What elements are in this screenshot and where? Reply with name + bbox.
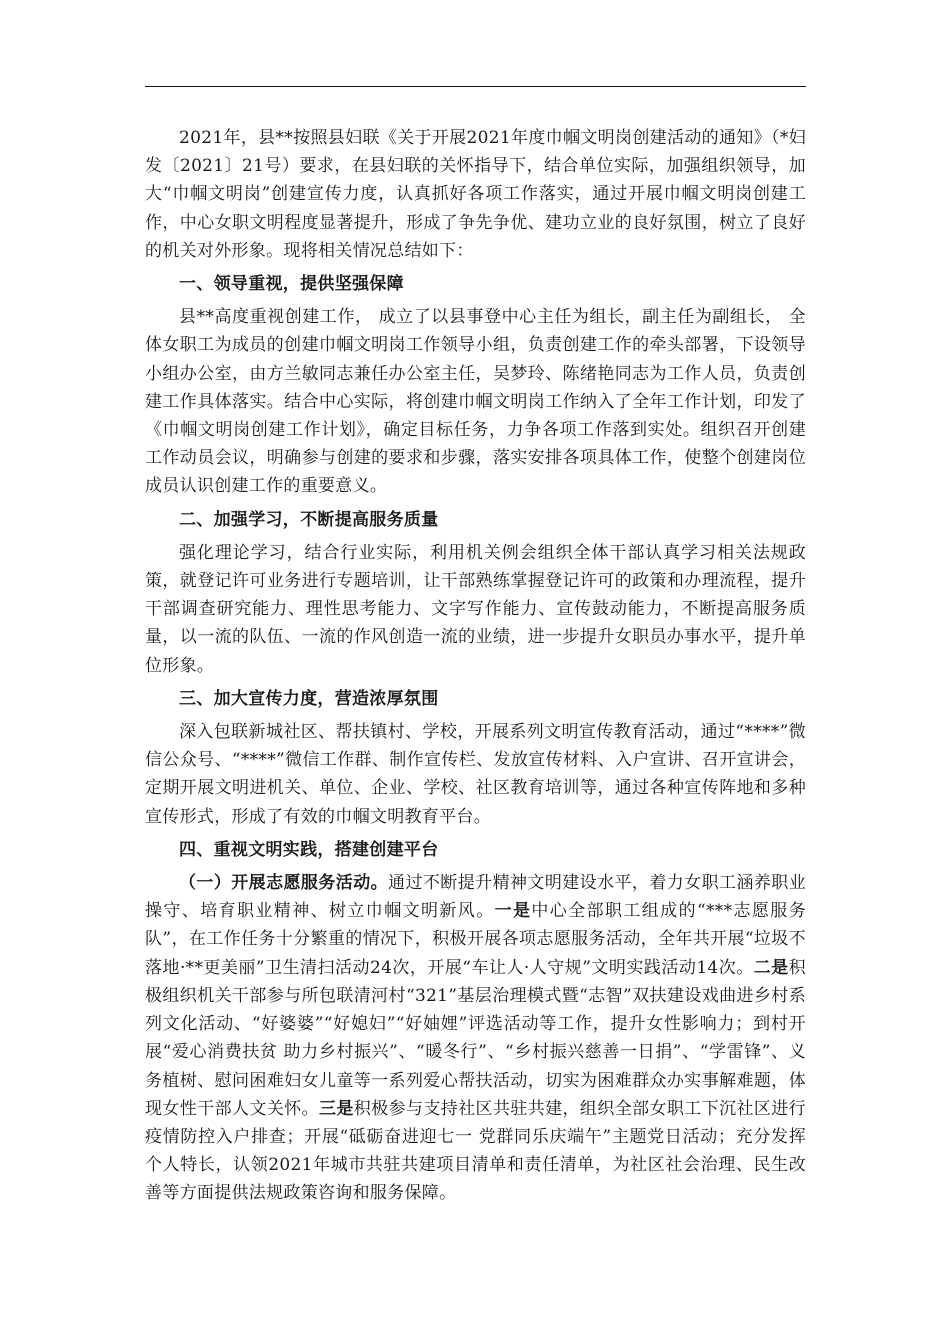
section-1-heading: 一、领导重视，提供坚强保障 <box>179 274 404 295</box>
section-4-paragraph <box>145 869 806 1207</box>
section-2-heading: 二、加强学习，不断提高服务质量 <box>179 509 439 530</box>
marker-second: 二是 <box>753 957 789 978</box>
subsection-1-title: （一）开展志愿服务活动。 <box>179 873 389 894</box>
marker-third: 三是 <box>318 1098 354 1119</box>
section-3-paragraph: 深入包联新城社区、帮扶镇村、学校，开展系列文明宣传教育活动，通过“****”微信公众号、“****”微信工作群、制作宣传栏、发放宣传材料、入户宣讲、召开宣讲会，定期开展文明进机关、单位、企业、学校、社区教育培训等，通过各种宣传阵地和多种宣传形式，形成了有效的巾帼文明教育平台。 <box>145 722 806 827</box>
section-4-heading: 四、重视文明实践，搭建创建平台 <box>179 839 439 860</box>
section-3-heading: 三、加大宣传力度，营造浓厚氛围 <box>179 688 439 709</box>
marker-first: 一是 <box>494 901 532 922</box>
subsection-1-text-b: 中心全部职工组成的“***志愿服务队”，在工作任务十分繁重的情况下，积极开展各项志愿服务活动，全年共开展“垃圾不落地·**更美丽”卫生清扫活动24次，开展“车让人·人守规”文明实践活动14次。 <box>145 901 806 978</box>
subsection-1-text-a: 通过不断提升精神文明建设水平，着力女职工涵养职业操守、培育职业精神、树立巾帼文明新风。 <box>145 873 806 922</box>
subsection-1-text-c: 积极组织机关干部参与所包联清河村“321”基层治理模式暨“志智”双扶建设戏曲进乡村系列文化活动、“好婆婆”“好媳妇”“好妯娌”评选活动等工作，提升女性影响力；到村开展“爱心消费扶贫 助力乡村振兴”、“暖冬行”、“乡村振兴慈善一日捐”、“学雷锋”、义务植树、慰问困难妇女儿童等一系列爱心帮扶活动，切实为困难群众办实事解难题，体现女性干部人文关怀。 <box>145 957 806 1119</box>
section-2-paragraph: 强化理论学习，结合行业实际，利用机关例会组织全体干部认真学习相关法规政策，就登记许可业务进行专题培训，让干部熟练掌握登记许可的政策和办理流程，提升干部调查研究能力、理性思考能力、文字写作能力、宣传鼓动能力，不断提高服务质量，以一流的队伍、一流的作风创造一流的业绩，进一步提升女职员办事水平，提升单位形象。 <box>145 542 806 676</box>
section-1-paragraph: 县**高度重视创建工作， 成立了以县事登中心主任为组长，副主任为副组长， 全体女职工为成员的创建巾帼文明岗工作领导小组，负责创建工作的牵头部署，下设领导小组办公室，由方兰敏同志兼任办公室主任，吴梦玲、陈绪艳同志为工作人员，负责创建工作具体落实。结合中心实际，将创建巾帼文明岗工作纳入了全年工作计划，印发了《巾帼文明岗创建工作计划》，确定目标任务，力争各项工作落到实处。组织召开创建工作动员会议，明确参与创建的要求和步骤，落实安排各项具体工作，使整个创建岗位成员认识创建工作的重要意义。 <box>145 307 806 497</box>
subsection-1-text-d: 积极参与支持社区共驻共建，组织全部女职工下沉社区进行疫情防控入户排查；开展“砥砺奋进迎七一 党群同乐庆端午”主题党日活动；充分发挥个人特长，认领2021年城市共驻共建项目清单和责任清单，为社区社会治理、民生改善等方面提供法规政策咨询和服务保障。 <box>145 1098 806 1204</box>
header-rule <box>145 86 806 87</box>
intro-paragraph: 2021年，县**按照县妇联《关于开展2021年度巾帼文明岗创建活动的通知》（*妇发〔2021〕21号）要求，在县妇联的关怀指导下，结合单位实际，加强组织领导，加大“巾帼文明岗”创建宣传力度，认真抓好各项工作落实，通过开展巾帼文明岗创建工作，中心女职文明程度显著提升，形成了争先争优、建功立业的良好氛围，树立了良好的机关对外形象。现将相关情况总结如下： <box>145 128 806 261</box>
document-body <box>145 124 806 1208</box>
